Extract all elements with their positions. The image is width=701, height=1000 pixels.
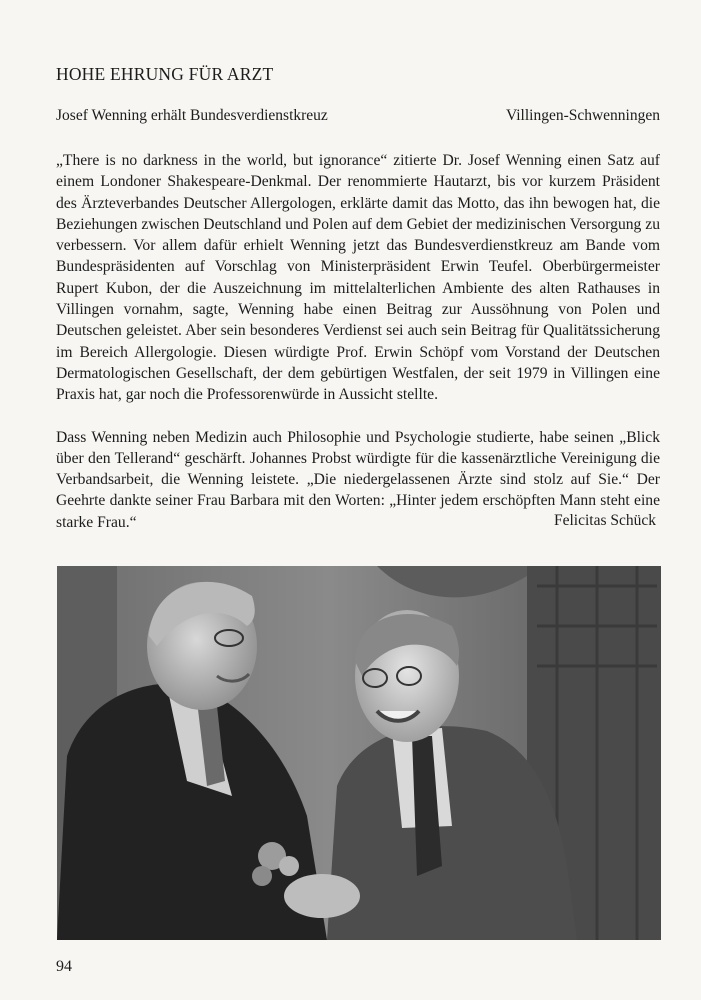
page-number: 94 <box>56 958 72 975</box>
photo-two-men-shaking-hands-icon <box>57 566 661 940</box>
article-subline <box>56 107 660 125</box>
article-author: Felicitas Schück <box>553 512 656 529</box>
article-subheadline: Josef Wenning erhält Bundesverdienstkreuz <box>56 107 328 124</box>
article-paragraph-2: Dass Wenning neben Medizin auch Philosophie und Psychologie studierte, habe seinen „Blick über den Tellerand“ geschärft. Johannes Probst würdigte für die kassenärztliche Vereinigung die Verbandsarbeit, die Wenning leistete. „Die niedergelassenen Ärzte sind stolz auf Sie.“ Der Geehrte dankte seiner Frau Barbara mit den Worten: „Hinter jedem erschöpften Mann steht eine starke Frau.“ <box>56 428 660 531</box>
article-paragraph-1: „There is no darkness in the world, but ignorance“ zitierte Dr. Josef Wenning einen Satz auf einem Londoner Shakespeare-Denkmal. Der renommierte Hautarzt, bis vor kurzem Präsident des Ärzteverbandes Deutscher Allergologen, erklärte damit das Motto, das ihn bewogen hat, die Beziehungen zwischen Deutschland und Polen auf dem Gebiet der medizinischen Versorgung zu verbessern. Vor allem dafür erhielt Wenning jetzt das Bundesverdienstkreuz am Bande vom Bundespräsidenten auf Vorschlag von Ministerpräsident Erwin Teufel. Oberbürgermeister Rupert Kubon, der die Auszeichnung im mittelalterlichen Ambiente des alten Rathauses in Villingen vornahm, sagte, Wenning habe einen Beitrag zur Aussöhnung von Polen und Deutschen geleistet. Aber sein besonderes Verdienst sei auch sein Beitrag für Qualitätssicherung im Bereich Allergologie. Diesen würdigte Prof. Erwin Schöpf vom Vorstand der Deutschen Dermatologischen Gesellschaft, der dem gebürtigen Westfalen, der seit 1979 in Villingen eine Praxis hat, gar noch die Professorenwürde in Aussicht stellte. <box>56 152 660 404</box>
article-body <box>56 150 660 533</box>
article-location: Villingen-Schwenningen <box>505 107 660 124</box>
article-headline: HOHE EHRUNG FÜR ARZT <box>56 64 274 84</box>
article-photo <box>57 566 661 940</box>
